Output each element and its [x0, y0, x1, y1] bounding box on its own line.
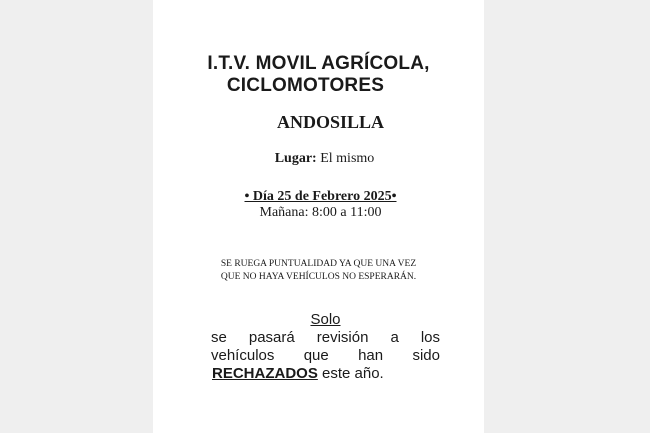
notice-line-2: QUE NO HAYA VEHÍCULOS NO ESPERARÁN. [220, 272, 417, 282]
punctuality-notice [153, 258, 484, 284]
note-word: revisión [316, 329, 369, 346]
notice-line-1: SE RUEGA PUNTUALIDAD YA QUE UNA VEZ [220, 259, 417, 269]
note-word: que [303, 347, 329, 364]
location-value: El mismo [320, 151, 375, 166]
note-line-1 [211, 329, 440, 347]
note-word: se [211, 329, 227, 346]
note-word: vehículos [211, 347, 275, 364]
rejected-emphasis: RECHAZADOS [212, 365, 318, 382]
note-word: los [420, 329, 440, 346]
note-line-3 [211, 365, 440, 383]
note-word: sido [412, 347, 440, 364]
location-line [159, 150, 490, 168]
note-line-2 [211, 347, 440, 365]
note-ending: este año. [317, 365, 384, 382]
date-text: • Día 25 de Febrero 2025• [244, 189, 397, 204]
note-word: a [390, 329, 399, 346]
revision-note [211, 329, 440, 383]
location-label: Lugar: [274, 151, 317, 166]
schedule-line: Mañana: 8:00 a 11:00 [259, 205, 382, 220]
note-word: pasará [248, 329, 295, 346]
document-page [153, 0, 484, 433]
solo-heading: Solo [310, 311, 341, 328]
town-name: ANDOSILLA [276, 112, 385, 132]
date-line [155, 189, 486, 205]
note-word: han [358, 347, 384, 364]
heading-line-1: I.T.V. MOVIL AGRÍCOLA, [207, 53, 430, 74]
heading-line-2: CICLOMOTORES [226, 75, 385, 96]
